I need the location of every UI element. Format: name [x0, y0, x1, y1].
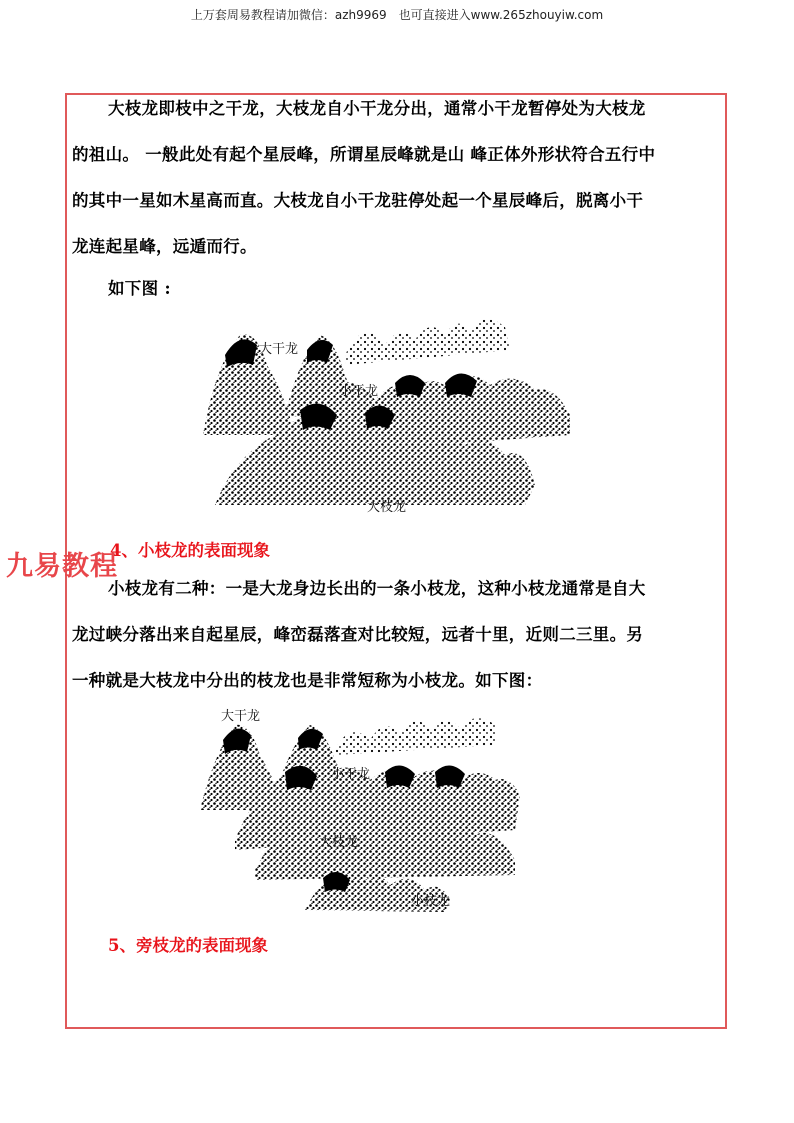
heading-number: 4、	[110, 541, 138, 560]
peak-cap	[395, 375, 425, 397]
paragraph-da-zhi-long	[72, 86, 722, 312]
text-line: 小枝龙有二种：一是大龙身边长出的一条小枝龙，这种小枝龙通常是自大	[108, 579, 646, 598]
text-line: 大枝龙即枝中之干龙，大枝龙自小干龙分出，通常小干龙暂停处为大枝龙	[108, 99, 646, 118]
heading-section-5: 5、旁枝龙的表面现象	[108, 936, 268, 955]
far-ridge	[345, 319, 510, 365]
label-xiao-gan-long: 小干龙	[339, 384, 379, 399]
label-xiao-gan-long: 小干龙	[331, 767, 371, 782]
watermark: 九易教程	[6, 551, 118, 582]
text-line: 的祖山。 一般此处有起个星辰峰，所谓星辰峰就是山 峰正体外形状符合五行中	[72, 145, 656, 164]
peak-cap	[225, 339, 257, 367]
label-da-zhi-long: 大枝龙	[367, 500, 407, 515]
label-da-gan-long: 大干龙	[221, 709, 261, 724]
text-line: 的其中一星如木星高而直。大枝龙自小干龙驻停处起一个星辰峰后，脱离小干	[72, 191, 644, 210]
mountain-illustration-2	[195, 700, 525, 915]
page-header: 上万套周易教程请加微信：azh9969 也可直接进入www.265zhouyiw.com	[190, 8, 604, 22]
text-line: 龙连起星峰，远遁而行。	[72, 237, 257, 256]
label-xiao-zhi-long: 小枝龙	[411, 894, 451, 909]
paragraph-xiao-zhi-long	[72, 566, 722, 704]
mountain-illustration-1	[195, 305, 575, 520]
mountain-drawing-2	[195, 700, 525, 915]
text-line: 龙过峡分落出来自起星辰，峰峦磊落查对比较短，远者十里，近则二三里。另	[72, 625, 644, 644]
label-da-gan-long: 大干龙	[259, 342, 299, 357]
heading-section-4	[110, 537, 270, 561]
figure-intro: 如下图 :	[108, 279, 171, 298]
label-da-zhi-long: 大枝龙	[319, 835, 359, 850]
heading-title: 小枝龙的表面现象	[137, 541, 270, 560]
mountain-drawing-1	[195, 305, 575, 520]
text-line: 一种就是大枝龙中分出的枝龙也是非常短称为小枝龙。如下图：	[72, 671, 543, 690]
far-ridge	[335, 718, 495, 755]
